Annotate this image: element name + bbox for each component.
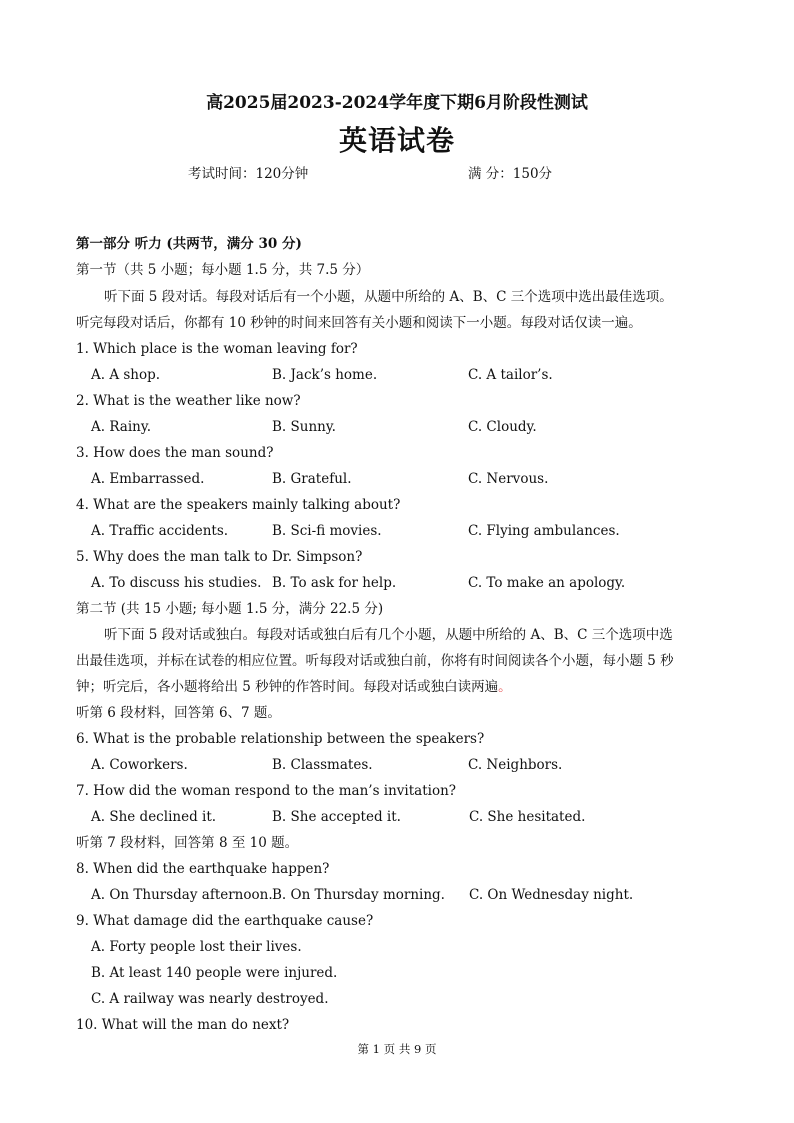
option-a: A. Embarrassed.: [91, 471, 205, 487]
question-stem: 3. How does the man sound?: [76, 445, 274, 461]
option-b: B. Grateful.: [272, 471, 352, 487]
option-a: A. On Thursday afternoon.: [91, 887, 273, 903]
material-6-note: 听第 6 段材料，回答第 6、7 题。: [76, 705, 281, 721]
option-c: C. Flying ambulances.: [468, 523, 620, 539]
subject-title: 英语试卷: [338, 124, 455, 157]
section1-instructions-2: 听完每段对话后，你都有 10 秒钟的时间来回答有关小题和阅读下一小题。每段对话仅读一遍。: [76, 315, 642, 331]
option-c: C. Neighbors.: [468, 757, 563, 773]
section1-instructions-1: 听下面 5 段对话。每段对话后有一个小题，从题中所给的 A、B、C 三个选项中选出最佳选项。: [104, 289, 673, 305]
option-c: C. She hesitated.: [469, 809, 586, 825]
option-c: C. Cloudy.: [468, 419, 537, 435]
section2-instructions-3: [76, 678, 512, 696]
question-stem: 1. Which place is the woman leaving for?: [76, 341, 358, 357]
page-footer: 第 1 页 共 9 页: [357, 1042, 437, 1056]
exam-time: 考试时间：120分钟: [188, 166, 309, 182]
question-stem: 9. What damage did the earthquake cause?: [76, 913, 374, 929]
section2-instructions-2: 出最佳选项，并标在试卷的相应位置。听每段对话或独白前，你将有时间阅读各个小题，每小题 5 秒: [76, 653, 674, 669]
question-stem: 4. What are the speakers mainly talking about?: [76, 497, 401, 513]
option-b: B. Sunny.: [272, 419, 336, 435]
question-stem: 5. Why does the man talk to Dr. Simpson?: [76, 549, 363, 565]
option-b: B. She accepted it.: [272, 809, 401, 825]
question-stem: 6. What is the probable relationship between the speakers?: [76, 731, 485, 747]
option-c: C. A tailor’s.: [468, 367, 553, 383]
option-b: B. Sci-fi movies.: [272, 523, 382, 539]
section1-heading: 第一节（共 5 小题；每小题 1.5 分，共 7.5 分）: [76, 262, 370, 278]
option-c: C. To make an apology.: [468, 575, 626, 591]
option-a: A. Traffic accidents.: [91, 523, 229, 539]
question-stem: 10. What will the man do next?: [76, 1017, 290, 1033]
option-b: B. At least 140 people were injured.: [91, 965, 338, 981]
option-a: A. A shop.: [91, 367, 161, 383]
option-a: A. Coworkers.: [91, 757, 188, 773]
option-b: B. Jack’s home.: [272, 367, 378, 383]
section2-instructions-3-text: 钟；听完后，各小题将给出 5 秒钟的作答时间。每段对话或独白读两遍: [76, 679, 499, 695]
question-stem: 2. What is the weather like now?: [76, 393, 301, 409]
option-a: A. Forty people lost their lives.: [91, 939, 302, 955]
option-a: A. To discuss his studies.: [91, 575, 262, 591]
red-period: 。: [498, 679, 512, 695]
option-a: A. Rainy.: [91, 419, 151, 435]
exam-score: 满 分：150分: [468, 166, 553, 182]
option-b: B. Classmates.: [272, 757, 373, 773]
section2-heading: 第二节 (共 15 小题; 每小题 1.5 分，满分 22.5 分): [76, 601, 384, 617]
question-stem: 8. When did the earthquake happen?: [76, 861, 330, 877]
exam-title: 高2025届2023-2024学年度下期6月阶段性测试: [206, 93, 588, 113]
option-c: C. On Wednesday night.: [469, 887, 634, 903]
question-stem: 7. How did the woman respond to the man’s invitation?: [76, 783, 457, 799]
option-b: B. On Thursday morning.: [272, 887, 445, 903]
section2-instructions-1: 听下面 5 段对话或独白。每段对话或独白后有几个小题，从题中所给的 A、B、C 三个选项中选: [104, 627, 673, 643]
option-a: A. She declined it.: [91, 809, 217, 825]
part1-heading: 第一部分 听力 (共两节，满分 30 分): [76, 236, 302, 252]
option-c: C. A railway was nearly destroyed.: [91, 991, 329, 1007]
option-b: B. To ask for help.: [272, 575, 397, 591]
material-7-note: 听第 7 段材料，回答第 8 至 10 题。: [76, 835, 299, 851]
option-c: C. Nervous.: [468, 471, 549, 487]
